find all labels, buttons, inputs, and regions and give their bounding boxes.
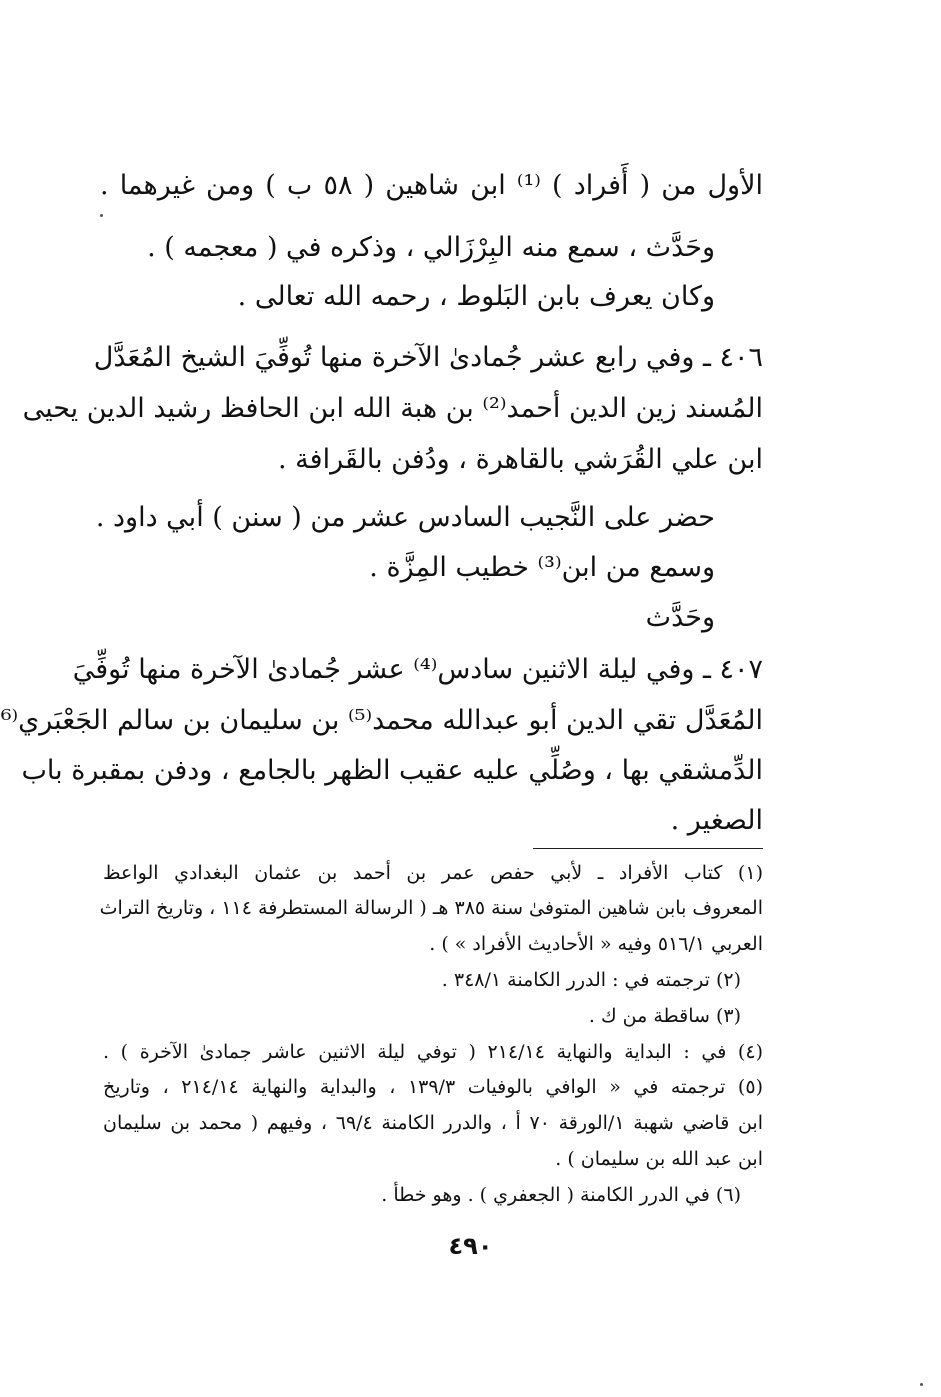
scan-speck — [100, 214, 103, 217]
footnote-line-6: (٤) في : البداية والنهاية ٢١٤/١٤ ( توفي ليلة الاثنين عاشر جمادىٰ الآخرة ) . — [103, 1041, 763, 1063]
body-line-11: المُعَدَّل تقي الدين أبو عبدالله محمد⁽⁵⁾ بن سليمان بن سالم الجَعْبَري⁽⁶ — [0, 705, 763, 736]
scan-speck — [920, 1383, 923, 1386]
footnote-separator — [533, 848, 763, 849]
footnote-line-8: ابن قاضي شهبة ١/الورقة ٧٠ أ ، والدرر الكامنة ٦٩/٤ ، وفيهم ( محمد بن سليمان — [103, 1112, 763, 1134]
body-line-5: المُسند زين الدين أحمد⁽²⁾ بن هبة الله ابن الحافظ رشيد الدين يحيى — [22, 393, 763, 424]
body-line-9: وحَدَّث — [645, 602, 715, 633]
footnote-line-5: (٣) ساقطة من ك . — [588, 1005, 741, 1027]
body-line-8: وسمع من ابن⁽³⁾ خطيب المِزَّة . — [369, 552, 715, 583]
body-line-12: الدِّمشقي بها ، وصُلِّي عليه عقيب الظهر بالجامع ، ودفن بمقبرة باب — [21, 755, 763, 786]
footnote-line-10: (٦) في الدرر الكامنة ( الجعفري ) . وهو خطأ . — [381, 1184, 741, 1206]
footnote-line-3: العربي ٥١٦/١ وفيه « الأحاديث الأفراد » ) . — [429, 933, 763, 955]
footnote-line-1: (١) كتاب الأفراد ـ لأبي حفص عمر بن أحمد بن عثمان البغدادي الواعظ — [103, 862, 763, 884]
body-line-2: وحَدَّث ، سمع منه البِرْزَالي ، وذكره في ( معجمه ) . — [147, 232, 715, 263]
body-line-4: ٤٠٦ ـ وفي رابع عشر جُمادىٰ الآخرة منها تُوفِّيَ الشيخ المُعَدَّل — [93, 342, 763, 373]
body-line-6: ابن علي القُرَشي بالقاهرة ، ودُفن بالقَرافة . — [278, 444, 763, 475]
body-line-7: حضر على النَّجيب السادس عشر من ( سنن ) أبي داود . — [95, 502, 715, 533]
footnote-line-4: (٢) ترجمته في : الدرر الكامنة ٣٤٨/١ . — [441, 969, 741, 991]
body-line-13: الصغير . — [670, 805, 763, 836]
footnote-line-9: ابن عبد الله بن سليمان ) . — [555, 1148, 763, 1170]
footnote-line-2: المعروف بابن شاهين المتوفىٰ سنة ٣٨٥ هـ ( الرسالة المستطرفة ١١٤ ، وتاريخ التراث — [99, 897, 763, 919]
body-line-1: الأول من ( أَفراد ) ⁽¹⁾ ابن شاهين ( ٥٨ ب ) ومن غيرهما . — [100, 170, 763, 201]
footnote-line-7: (٥) ترجمته في « الوافي بالوفيات ١٣٩/٣ ، والبداية والنهاية ٢١٤/١٤ ، وتاريخ — [103, 1076, 763, 1098]
page-number: ٤٩٠ — [448, 1232, 493, 1260]
body-line-3: وكان يعرف بابن البَلوط ، رحمه الله تعالى . — [237, 281, 715, 312]
body-line-10: ٤٠٧ ـ وفي ليلة الاثنين سادس⁽⁴⁾ عشر جُمادىٰ الآخرة منها تُوفِّيَ — [72, 654, 763, 685]
